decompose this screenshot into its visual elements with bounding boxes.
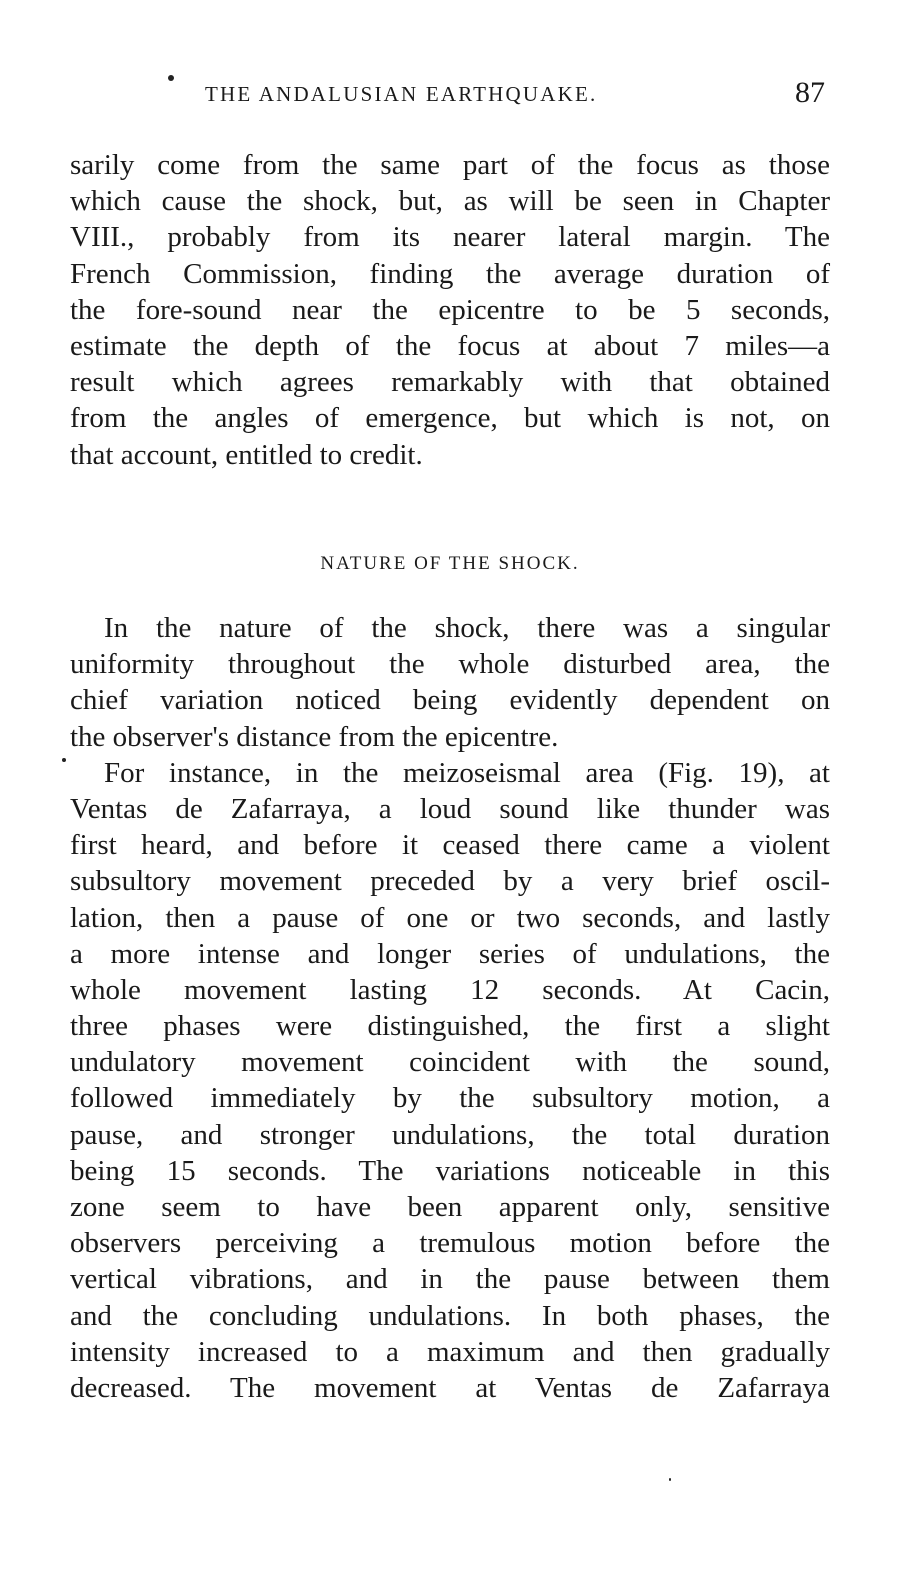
text-line: vertical vibrations, and in the pause between them xyxy=(70,1263,830,1296)
text-line: zone seem to have been apparent only, sensitive xyxy=(70,1191,830,1223)
text-line: result which agrees remarkably with that obtained xyxy=(70,366,830,399)
text-line: three phases were distinguished, the first a slight xyxy=(70,1010,830,1043)
text-line: For instance, in the meizoseismal area (Fig. 19), at xyxy=(104,756,830,789)
text-line: subsultory movement preceded by a very brief oscil- xyxy=(70,865,830,898)
ink-speck xyxy=(669,1478,671,1481)
text-line: observers perceiving a tremulous motion before the xyxy=(70,1227,830,1260)
ink-speck xyxy=(62,758,66,762)
body-text-section-1 xyxy=(70,147,830,473)
text-line: French Commission, finding the average duration of xyxy=(70,257,830,290)
body-text-section-2 xyxy=(70,610,830,1406)
text-line: undulatory movement coincident with the sound, xyxy=(70,1046,830,1079)
ink-speck xyxy=(168,75,174,81)
text-line: which cause the shock, but, as will be seen in Chapter xyxy=(70,185,830,218)
text-line: being 15 seconds. The variations noticeable in this xyxy=(70,1154,830,1187)
text-line: VIII., probably from its nearer lateral margin. The xyxy=(70,221,830,254)
text-line: decreased. The movement at Ventas de Zafarraya xyxy=(70,1371,830,1404)
text-line: and the concluding undulations. In both phases, the xyxy=(70,1299,830,1332)
text-line: whole movement lasting 12 seconds. At Cacin, xyxy=(70,973,830,1006)
text-line: estimate the depth of the focus at about 7 miles—a xyxy=(70,329,830,362)
text-line: first heard, and before it ceased there came a violent xyxy=(70,829,830,862)
text-line: from the angles of emergence, but which is not, on xyxy=(70,402,830,435)
text-line: pause, and stronger undulations, the total duration xyxy=(70,1118,830,1151)
text-line: In the nature of the shock, there was a singular xyxy=(104,612,830,644)
text-line: followed immediately by the subsultory motion, a xyxy=(70,1082,830,1115)
text-line: chief variation noticed being evidently dependent on xyxy=(70,684,830,717)
text-line: intensity increased to a maximum and then gradually xyxy=(70,1335,830,1368)
text-line: Ventas de Zafarraya, a loud sound like thunder was xyxy=(70,792,830,825)
text-line: uniformity throughout the whole disturbed area, the xyxy=(70,648,830,681)
text-line: the observer's distance from the epicentre. xyxy=(70,720,559,753)
page-number: 87 xyxy=(795,76,825,109)
text-line: the fore-sound near the epicentre to be 5 seconds, xyxy=(70,293,830,326)
text-line: lation, then a pause of one or two seconds, and lastly xyxy=(70,901,830,934)
running-head-title: THE ANDALUSIAN EARTHQUAKE. xyxy=(205,82,598,106)
section-heading: NATURE OF THE SHOCK. xyxy=(320,553,580,574)
text-line: that account, entitled to credit. xyxy=(70,438,423,471)
text-line: a more intense and longer series of undulations, the xyxy=(70,937,830,970)
text-line: sarily come from the same part of the focus as those xyxy=(70,149,830,181)
